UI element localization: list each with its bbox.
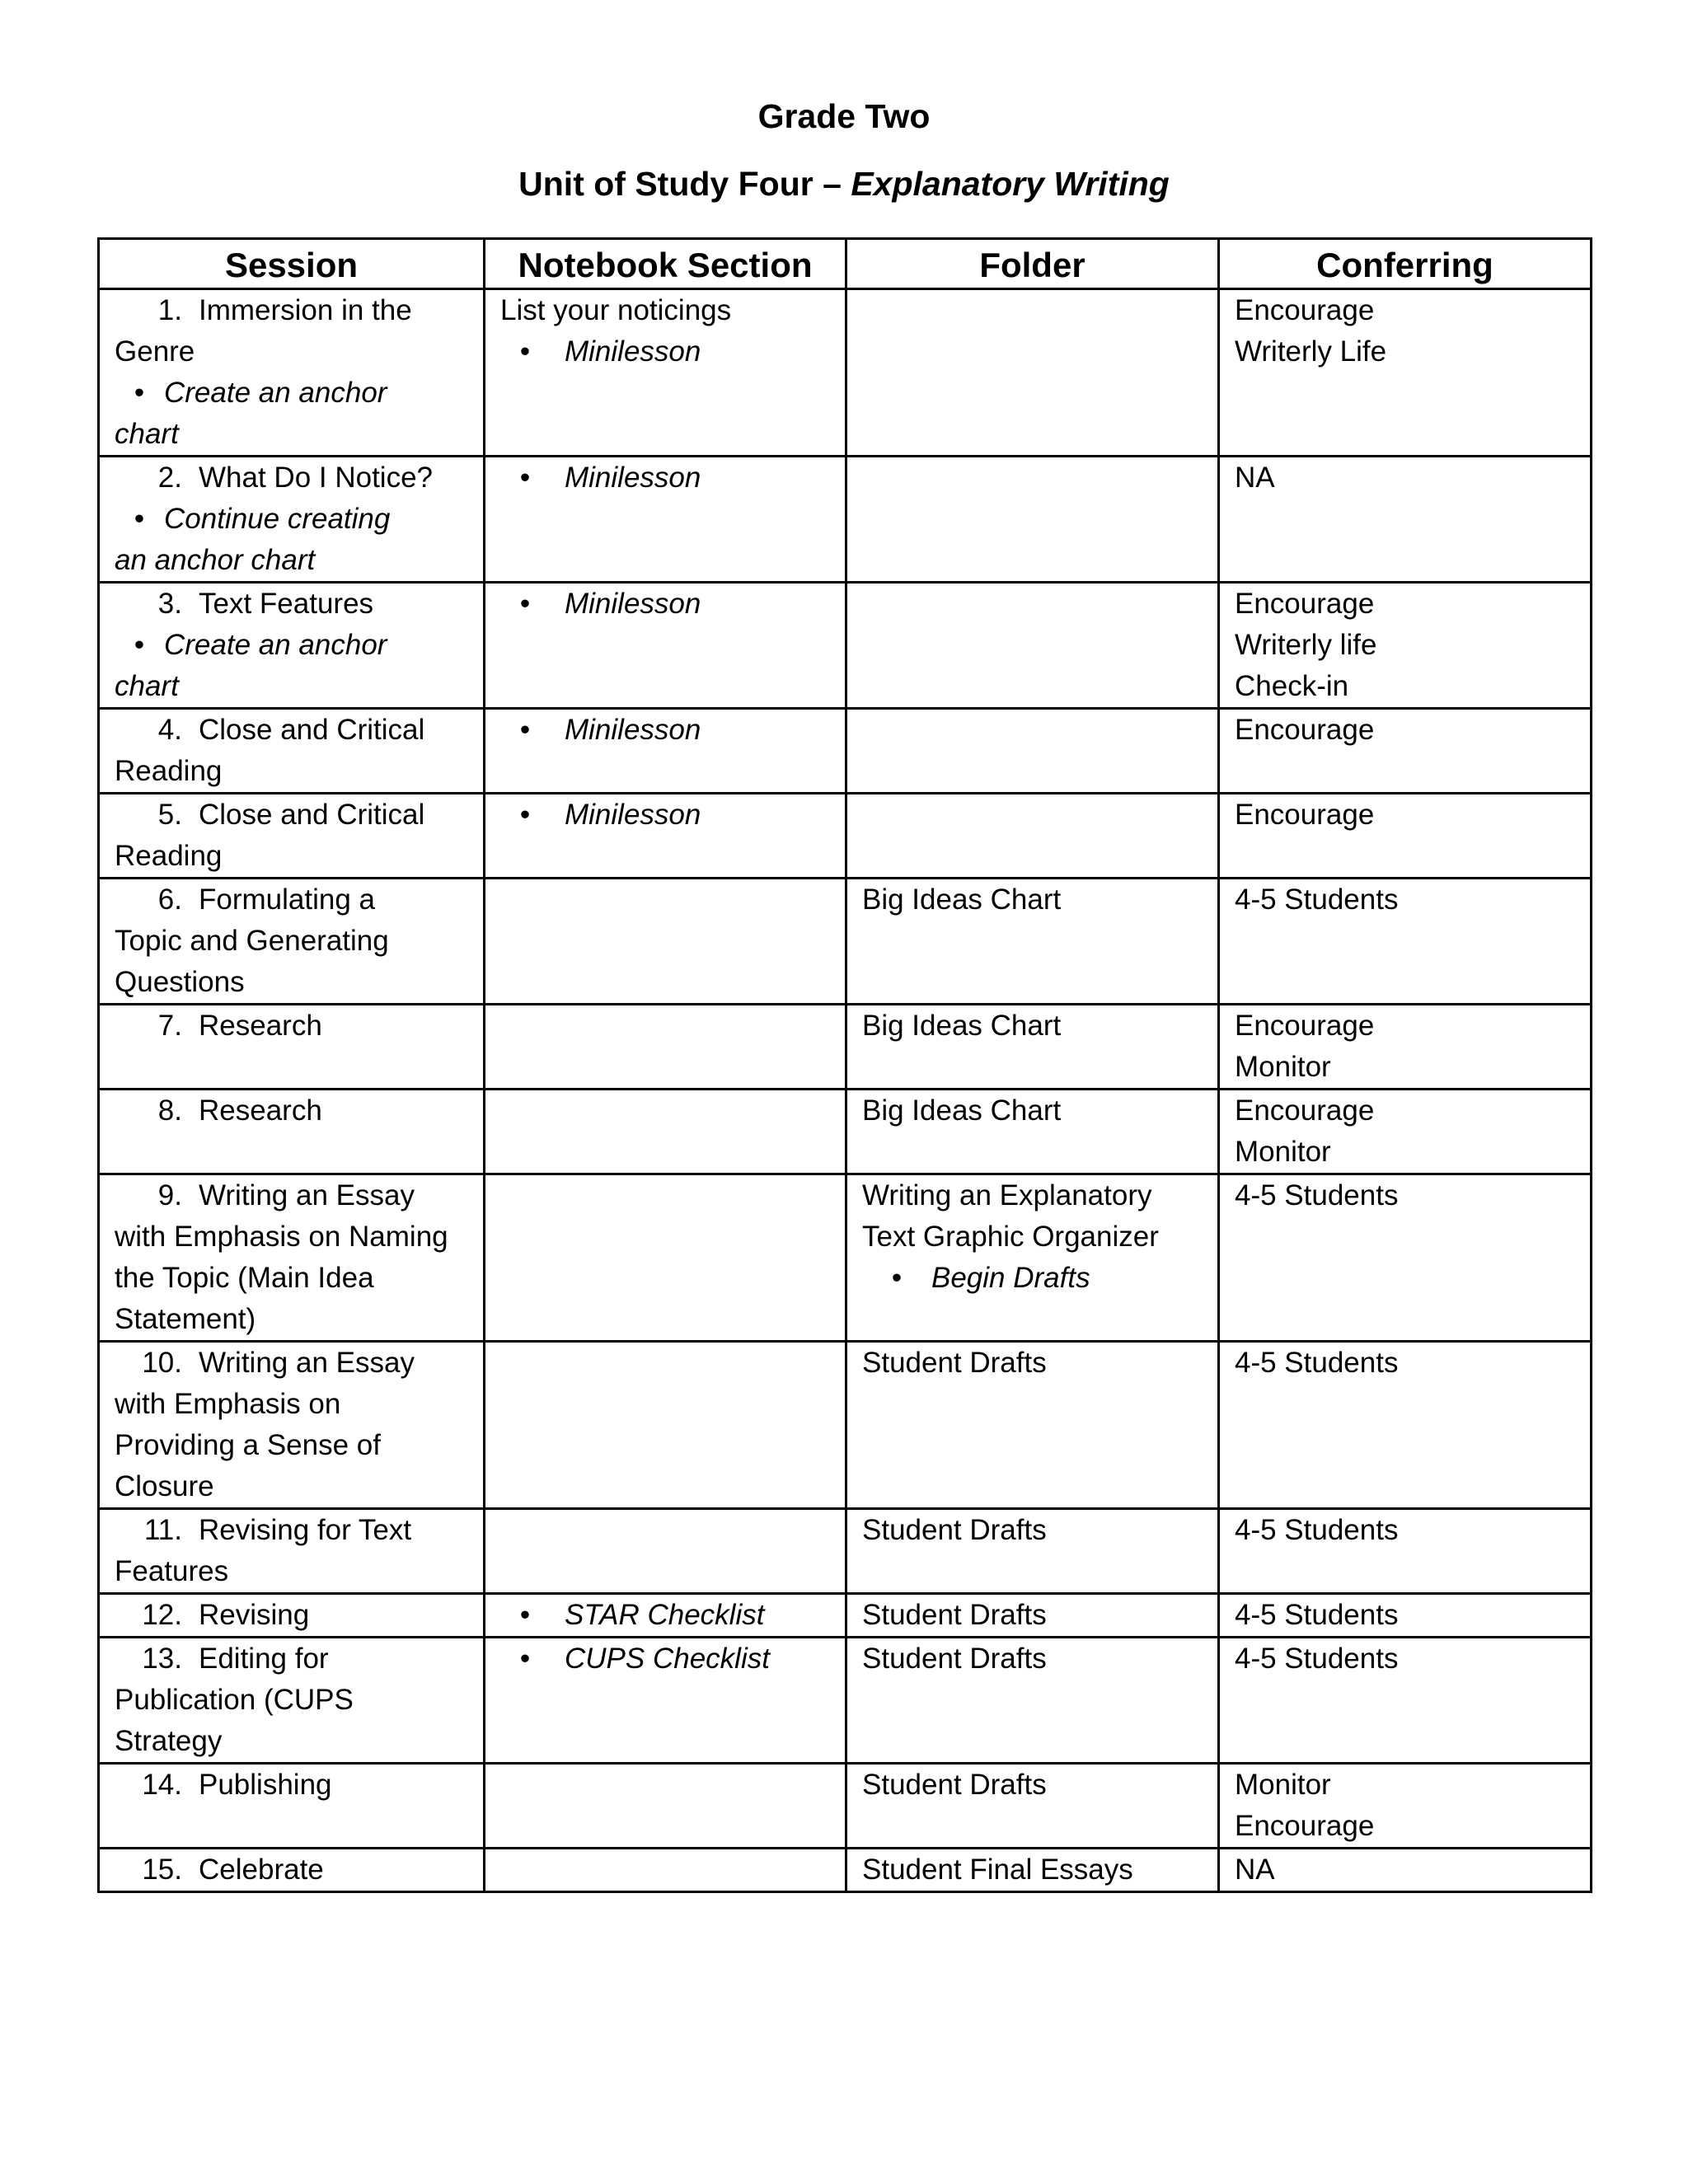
table-row [99, 1090, 1592, 1174]
session-title-continued: Publication (CUPS [115, 1684, 354, 1716]
session-title-text: Text Features [199, 588, 374, 620]
notebook-bullet [485, 583, 830, 625]
notebook-cell [485, 879, 846, 1005]
session-title-text: Research [199, 1094, 322, 1127]
table-row [99, 1638, 1592, 1764]
table-row [99, 1764, 1592, 1849]
conferring-text: NA [1235, 1854, 1275, 1886]
conferring-cell [1219, 583, 1592, 709]
table-row [99, 709, 1592, 794]
session-title [115, 583, 468, 625]
session-title [115, 1510, 468, 1551]
notebook-cell [485, 709, 846, 794]
session-title [115, 710, 468, 751]
session-title-text: Revising [199, 1599, 310, 1631]
notebook-cell [485, 1764, 846, 1849]
session-cell [99, 1005, 485, 1090]
conferring-text: Writerly Life [1235, 335, 1387, 368]
folder-cell [846, 1509, 1219, 1594]
folder-cell [846, 879, 1219, 1005]
notebook-bullet [485, 710, 830, 751]
folder-cell [846, 1342, 1219, 1509]
folder-text: Big Ideas Chart [862, 1094, 1062, 1127]
session-number: 7. [157, 1010, 182, 1042]
session-title-continued: Genre [115, 335, 195, 368]
conferring-cell [1219, 1638, 1592, 1764]
session-bullet-continued: chart [115, 670, 179, 702]
session-cell [99, 1174, 485, 1342]
notebook-cell [485, 794, 846, 879]
conferring-text: Encourage [1235, 799, 1375, 831]
session-title-text: Editing for [199, 1643, 329, 1675]
notebook-cell [485, 1509, 846, 1594]
conferring-text: Encourage [1235, 1010, 1375, 1042]
conferring-text: 4-5 Students [1235, 1347, 1399, 1379]
folder-text: Student Final Essays [862, 1854, 1133, 1886]
session-title-continued: Strategy [115, 1725, 223, 1757]
column-header-notebook: Notebook Section [485, 239, 846, 289]
session-title [115, 1090, 468, 1132]
folder-text: Big Ideas Chart [862, 1010, 1062, 1042]
conferring-cell [1219, 1509, 1592, 1594]
conferring-text: 4-5 Students [1235, 1179, 1399, 1212]
conferring-text: Check-in [1235, 670, 1349, 702]
document-title: Grade Two [757, 97, 931, 135]
conferring-cell [1219, 1005, 1592, 1090]
session-title-continued: Statement) [115, 1303, 256, 1335]
conferring-text: 4-5 Students [1235, 883, 1399, 916]
folder-text: Student Drafts [862, 1769, 1047, 1801]
folder-cell [846, 709, 1219, 794]
session-bullet [115, 373, 468, 414]
notebook-bullet-text: STAR Checklist [565, 1599, 765, 1631]
session-bullet-continued: chart [115, 418, 179, 450]
conferring-cell [1219, 709, 1592, 794]
notebook-bullet-text: Minilesson [565, 335, 701, 368]
folder-bullet [862, 1258, 1203, 1299]
session-title-text: Formulating a [199, 883, 375, 916]
session-number: 3. [157, 588, 182, 620]
conferring-text: Encourage [1235, 714, 1375, 746]
session-number: 11. [143, 1514, 182, 1546]
session-title-text: Celebrate [199, 1854, 324, 1886]
session-cell [99, 1594, 485, 1638]
folder-text: Big Ideas Chart [862, 883, 1062, 916]
table-row [99, 583, 1592, 709]
bullet-icon: • [519, 1643, 531, 1675]
session-title [115, 1638, 468, 1680]
notebook-cell [485, 1174, 846, 1342]
session-title [115, 290, 468, 331]
session-number: 12. [142, 1599, 182, 1631]
conferring-cell [1219, 289, 1592, 457]
session-title-continued: Closure [115, 1470, 214, 1502]
session-title-text: Revising for Text [199, 1514, 412, 1546]
document-subtitle [0, 165, 1688, 204]
session-bullet [115, 499, 468, 540]
bullet-icon: • [134, 503, 145, 535]
session-title-continued: Questions [115, 966, 245, 998]
session-title [115, 1765, 468, 1806]
notebook-bullet-text: CUPS Checklist [565, 1643, 770, 1675]
table-row [99, 1174, 1592, 1342]
folder-cell [846, 1005, 1219, 1090]
table-body [99, 289, 1592, 1892]
folder-text: Writing an Explanatory [862, 1179, 1152, 1212]
table-row [99, 1342, 1592, 1509]
bullet-icon: • [519, 1599, 531, 1631]
folder-text: Student Drafts [862, 1599, 1047, 1631]
session-cell [99, 1342, 485, 1509]
session-cell [99, 457, 485, 583]
session-cell [99, 709, 485, 794]
column-header-conferring: Conferring [1219, 239, 1592, 289]
session-title-text: Publishing [199, 1769, 332, 1801]
table-row [99, 1005, 1592, 1090]
folder-cell [846, 1090, 1219, 1174]
conferring-text: Monitor [1235, 1136, 1331, 1168]
bullet-icon: • [519, 462, 531, 494]
session-cell [99, 879, 485, 1005]
session-number: 5. [157, 799, 182, 831]
session-bullet-text: Create an anchor [164, 629, 387, 661]
session-title-continued: with Emphasis on Naming [115, 1221, 448, 1253]
folder-bullet-text: Begin Drafts [931, 1262, 1090, 1294]
table-row [99, 1509, 1592, 1594]
session-title-text: Close and Critical [199, 714, 425, 746]
conferring-cell [1219, 457, 1592, 583]
session-bullet-continued: an anchor chart [115, 544, 316, 576]
bullet-icon: • [134, 629, 145, 661]
session-number: 1. [157, 294, 182, 326]
session-cell [99, 1849, 485, 1892]
folder-text: Student Drafts [862, 1514, 1047, 1546]
notebook-bullet [485, 331, 830, 373]
conferring-cell [1219, 1849, 1592, 1892]
session-title-continued: Providing a Sense of [115, 1429, 381, 1461]
session-bullet-text: Create an anchor [164, 377, 387, 409]
folder-text: Student Drafts [862, 1643, 1047, 1675]
session-title [115, 794, 468, 836]
session-bullet [115, 625, 468, 666]
bullet-icon: • [519, 588, 531, 620]
conferring-cell [1219, 1174, 1592, 1342]
conferring-text: Monitor [1235, 1051, 1331, 1083]
subtitle-italic: Explanatory Writing [851, 165, 1170, 203]
conferring-text: Monitor [1235, 1769, 1331, 1801]
session-number: 8. [157, 1094, 182, 1127]
table-row [99, 1849, 1592, 1892]
conferring-text: Encourage [1235, 294, 1375, 326]
table-row [99, 794, 1592, 879]
notebook-bullet-text: Minilesson [565, 462, 701, 494]
conferring-cell [1219, 879, 1592, 1005]
folder-text: Student Drafts [862, 1347, 1047, 1379]
notebook-text: List your noticings [500, 294, 732, 326]
subtitle-plain: Unit of Study Four – [518, 165, 842, 203]
conferring-cell [1219, 1342, 1592, 1509]
notebook-bullet [485, 794, 830, 836]
conferring-text: 4-5 Students [1235, 1514, 1399, 1546]
conferring-text: 4-5 Students [1235, 1599, 1399, 1631]
session-title-continued: Reading [115, 755, 223, 787]
folder-cell [846, 1764, 1219, 1849]
session-cell [99, 1090, 485, 1174]
notebook-cell [485, 1090, 846, 1174]
folder-cell [846, 794, 1219, 879]
conferring-text: Encourage [1235, 1094, 1375, 1127]
column-header-folder: Folder [846, 239, 1219, 289]
session-number: 2. [157, 462, 182, 494]
session-title [115, 1343, 468, 1384]
session-title [115, 1849, 468, 1891]
session-cell [99, 289, 485, 457]
session-title-text: What Do I Notice? [199, 462, 433, 494]
conferring-cell [1219, 1764, 1592, 1849]
notebook-bullet [485, 1595, 830, 1636]
session-title-text: Close and Critical [199, 799, 425, 831]
bullet-icon: • [519, 799, 531, 831]
session-number: 6. [157, 883, 182, 916]
folder-cell [846, 289, 1219, 457]
folder-cell [846, 1849, 1219, 1892]
notebook-bullet [485, 457, 830, 499]
conferring-cell [1219, 1594, 1592, 1638]
session-number: 10. [142, 1347, 182, 1379]
notebook-cell [485, 457, 846, 583]
table-row [99, 457, 1592, 583]
table-row [99, 1594, 1592, 1638]
session-title-text: Writing an Essay [199, 1347, 415, 1379]
folder-text: Text Graphic Organizer [862, 1221, 1159, 1253]
notebook-cell [485, 289, 846, 457]
session-cell [99, 1638, 485, 1764]
conferring-text: Encourage [1235, 588, 1375, 620]
folder-cell [846, 1638, 1219, 1764]
session-cell [99, 583, 485, 709]
session-title-text: Immersion in the [199, 294, 412, 326]
bullet-icon: • [519, 714, 531, 746]
notebook-cell [485, 1342, 846, 1509]
session-bullet-text: Continue creating [164, 503, 391, 535]
notebook-bullet-text: Minilesson [565, 588, 701, 620]
session-title [115, 1595, 468, 1636]
folder-cell [846, 457, 1219, 583]
session-title-continued: Features [115, 1555, 229, 1587]
session-title [115, 1005, 468, 1047]
notebook-bullet-text: Minilesson [565, 714, 701, 746]
notebook-cell [485, 583, 846, 709]
session-title-continued: the Topic (Main Idea [115, 1262, 374, 1294]
session-number: 4. [157, 714, 182, 746]
session-number: 9. [157, 1179, 182, 1212]
session-title [115, 457, 468, 499]
folder-cell [846, 583, 1219, 709]
session-title-continued: Reading [115, 840, 223, 872]
unit-table [97, 237, 1592, 1893]
session-cell [99, 1509, 485, 1594]
notebook-cell [485, 1849, 846, 1892]
notebook-cell [485, 1638, 846, 1764]
session-number: 13. [142, 1643, 182, 1675]
session-cell [99, 794, 485, 879]
conferring-text: Encourage [1235, 1810, 1375, 1842]
conferring-text: 4-5 Students [1235, 1643, 1399, 1675]
session-number: 14. [142, 1769, 182, 1801]
notebook-cell [485, 1005, 846, 1090]
session-title-text: Writing an Essay [199, 1179, 415, 1212]
folder-cell [846, 1594, 1219, 1638]
conferring-cell [1219, 794, 1592, 879]
folder-cell [846, 1174, 1219, 1342]
session-cell [99, 1764, 485, 1849]
session-title [115, 879, 468, 921]
table-header-row [99, 239, 1592, 289]
session-title-text: Research [199, 1010, 322, 1042]
session-title [115, 1175, 468, 1216]
table-row [99, 879, 1592, 1005]
notebook-cell [485, 1594, 846, 1638]
notebook-bullet-text: Minilesson [565, 799, 701, 831]
session-number: 15. [142, 1854, 182, 1886]
session-title-continued: Topic and Generating [115, 925, 389, 957]
notebook-bullet [485, 1638, 830, 1680]
session-title-continued: with Emphasis on [115, 1388, 341, 1420]
bullet-icon: • [519, 335, 531, 368]
bullet-icon: • [134, 377, 145, 409]
table-row [99, 289, 1592, 457]
conferring-cell [1219, 1090, 1592, 1174]
bullet-icon: • [891, 1262, 903, 1294]
conferring-text: NA [1235, 462, 1275, 494]
conferring-text: Writerly life [1235, 629, 1377, 661]
column-header-session: Session [99, 239, 485, 289]
